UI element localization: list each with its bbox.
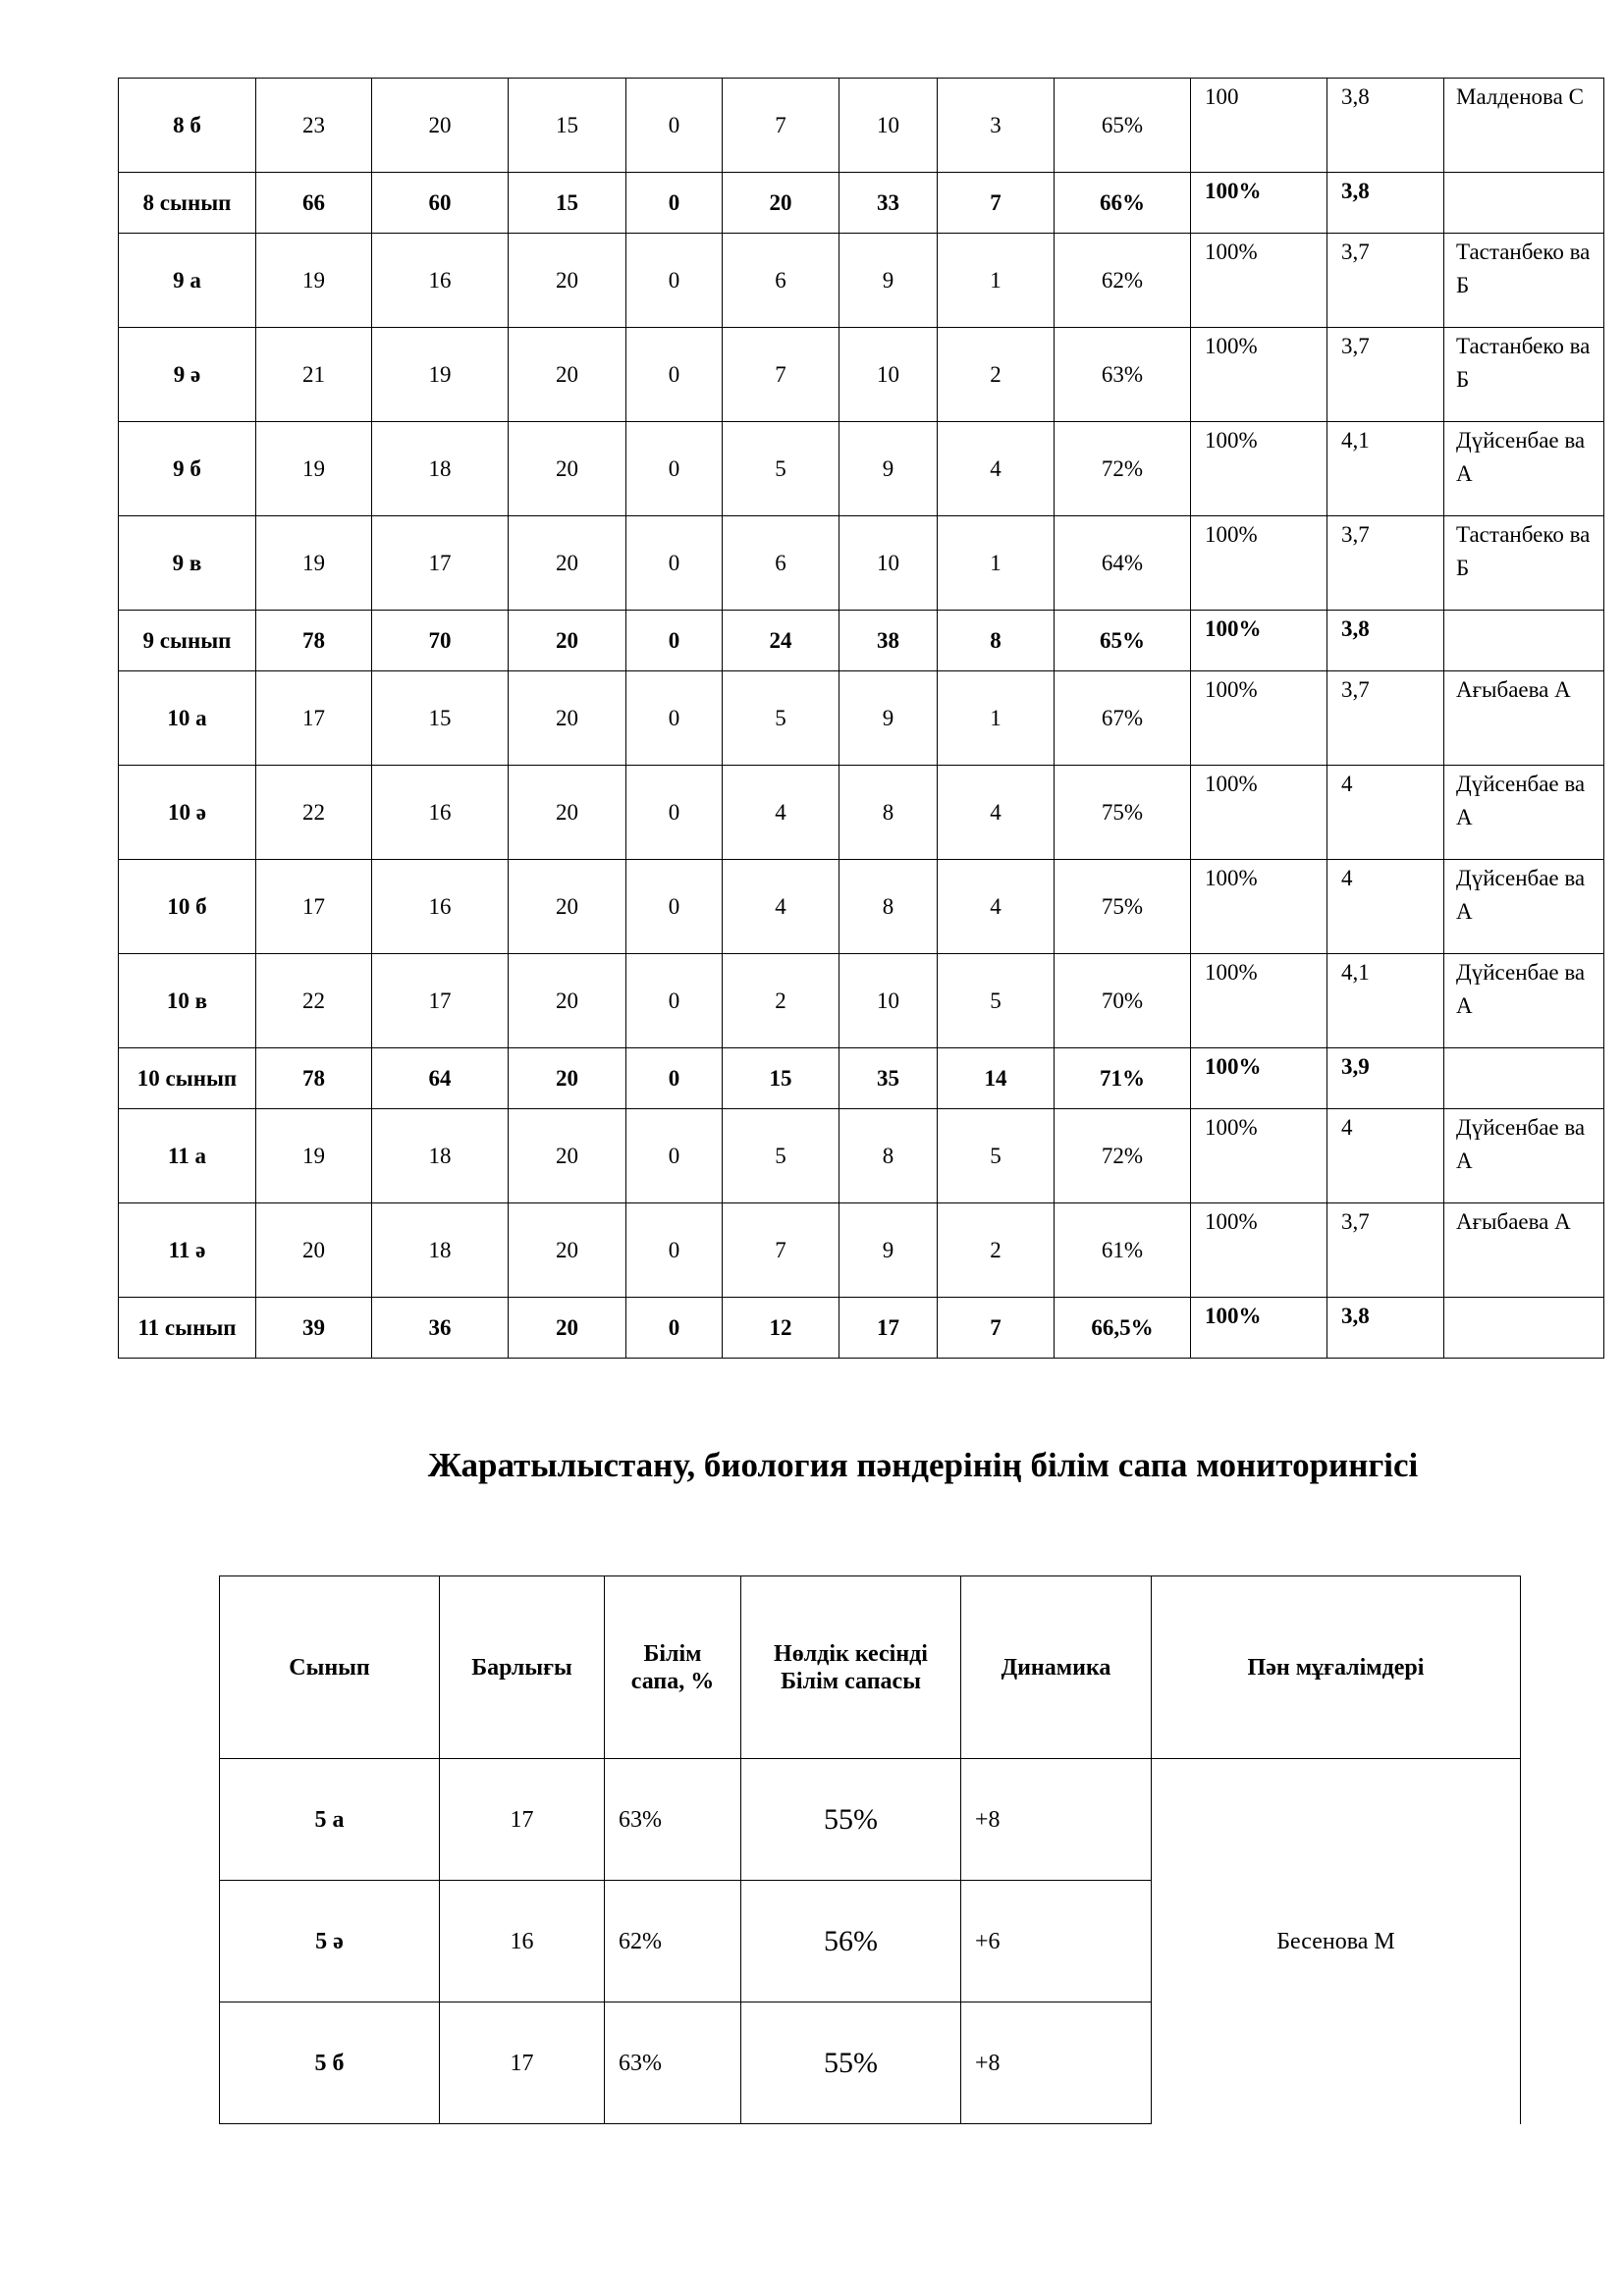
value-cell: 62% — [1055, 234, 1191, 328]
teacher-cell: Дүйсенбае ва А — [1444, 1109, 1604, 1203]
value-cell: 4,1 — [1327, 954, 1444, 1048]
value-cell: 17 — [256, 860, 372, 954]
value-cell: 5 — [938, 954, 1055, 1048]
value-cell: 20 — [256, 1203, 372, 1298]
value-cell: 9 — [839, 1203, 938, 1298]
table-row — [119, 671, 1604, 766]
value-cell: 75% — [1055, 860, 1191, 954]
quality-cell: 63% — [605, 1759, 741, 1881]
value-cell: 75% — [1055, 766, 1191, 860]
total-cell: 17 — [440, 2002, 605, 2124]
class-results-table — [118, 78, 1604, 1359]
value-cell: 15 — [509, 79, 626, 173]
value-cell: 100% — [1191, 516, 1327, 611]
value-cell: 9 — [839, 671, 938, 766]
value-cell: 23 — [256, 79, 372, 173]
value-cell: 100% — [1191, 671, 1327, 766]
value-cell: 20 — [723, 173, 839, 234]
value-cell: 1 — [938, 234, 1055, 328]
value-cell: 20 — [509, 611, 626, 671]
value-cell: 100% — [1191, 328, 1327, 422]
class-cell: 8 сынып — [119, 173, 256, 234]
value-cell: 60 — [372, 173, 509, 234]
value-cell: 18 — [372, 1109, 509, 1203]
value-cell: 8 — [839, 1109, 938, 1203]
teacher-cell: Тастанбеко ва Б — [1444, 516, 1604, 611]
value-cell: 1 — [938, 516, 1055, 611]
header-teachers: Пән мұғалімдері — [1152, 1576, 1521, 1759]
value-cell: 10 — [839, 516, 938, 611]
value-cell: 17 — [256, 671, 372, 766]
value-cell: 12 — [723, 1298, 839, 1359]
class-cell: 9 а — [119, 234, 256, 328]
value-cell: 16 — [372, 234, 509, 328]
value-cell: 0 — [626, 1048, 723, 1109]
value-cell: 61% — [1055, 1203, 1191, 1298]
table-row — [220, 1759, 1521, 1881]
value-cell: 100% — [1191, 1109, 1327, 1203]
value-cell: 5 — [723, 422, 839, 516]
value-cell: 20 — [509, 422, 626, 516]
value-cell: 3 — [938, 79, 1055, 173]
value-cell: 22 — [256, 954, 372, 1048]
value-cell: 6 — [723, 234, 839, 328]
value-cell: 71% — [1055, 1048, 1191, 1109]
value-cell: 65% — [1055, 79, 1191, 173]
value-cell: 36 — [372, 1298, 509, 1359]
teacher-cell: Дүйсенбае ва А — [1444, 860, 1604, 954]
value-cell: 19 — [256, 1109, 372, 1203]
class-cell: 11 сынып — [119, 1298, 256, 1359]
value-cell: 3,7 — [1327, 516, 1444, 611]
value-cell: 0 — [626, 671, 723, 766]
value-cell: 4 — [938, 860, 1055, 954]
value-cell: 38 — [839, 611, 938, 671]
value-cell: 17 — [839, 1298, 938, 1359]
value-cell: 4 — [723, 860, 839, 954]
class-cell: 9 ә — [119, 328, 256, 422]
table-row — [119, 422, 1604, 516]
quality-cell: 63% — [605, 2002, 741, 2124]
value-cell: 10 — [839, 954, 938, 1048]
zero-slice-cell: 56% — [741, 1881, 961, 2002]
class-cell: 5 а — [220, 1759, 440, 1881]
table-row — [119, 328, 1604, 422]
value-cell: 4 — [938, 422, 1055, 516]
class-cell: 8 б — [119, 79, 256, 173]
summary-row — [119, 173, 1604, 234]
value-cell: 9 — [839, 234, 938, 328]
value-cell: 4 — [938, 766, 1055, 860]
value-cell: 39 — [256, 1298, 372, 1359]
value-cell: 0 — [626, 860, 723, 954]
value-cell: 24 — [723, 611, 839, 671]
teacher-cell — [1444, 611, 1604, 671]
value-cell: 72% — [1055, 1109, 1191, 1203]
value-cell: 20 — [509, 1203, 626, 1298]
teacher-cell: Тастанбеко ва Б — [1444, 234, 1604, 328]
value-cell: 20 — [509, 1048, 626, 1109]
table-row — [119, 766, 1604, 860]
value-cell: 2 — [938, 1203, 1055, 1298]
value-cell: 100 — [1191, 79, 1327, 173]
value-cell: 20 — [509, 1298, 626, 1359]
header-zero-slice: Нөлдік кесінді Білім сапасы — [741, 1576, 961, 1759]
value-cell: 10 — [839, 79, 938, 173]
value-cell: 70 — [372, 611, 509, 671]
value-cell: 100% — [1191, 173, 1327, 234]
value-cell: 20 — [509, 328, 626, 422]
value-cell: 20 — [509, 234, 626, 328]
value-cell: 0 — [626, 79, 723, 173]
value-cell: 0 — [626, 954, 723, 1048]
header-row — [220, 1576, 1521, 1759]
value-cell: 78 — [256, 611, 372, 671]
value-cell: 64% — [1055, 516, 1191, 611]
value-cell: 100% — [1191, 1048, 1327, 1109]
value-cell: 5 — [938, 1109, 1055, 1203]
value-cell: 72% — [1055, 422, 1191, 516]
class-cell: 5 б — [220, 2002, 440, 2124]
header-class: Сынып — [220, 1576, 440, 1759]
class-cell: 11 а — [119, 1109, 256, 1203]
value-cell: 5 — [723, 1109, 839, 1203]
value-cell: 3,7 — [1327, 671, 1444, 766]
value-cell: 66% — [1055, 173, 1191, 234]
value-cell: 0 — [626, 173, 723, 234]
value-cell: 2 — [723, 954, 839, 1048]
value-cell: 7 — [723, 1203, 839, 1298]
value-cell: 3,8 — [1327, 173, 1444, 234]
table-row — [119, 516, 1604, 611]
value-cell: 66,5% — [1055, 1298, 1191, 1359]
value-cell: 10 — [839, 328, 938, 422]
table-row — [119, 79, 1604, 173]
value-cell: 0 — [626, 1203, 723, 1298]
summary-row — [119, 611, 1604, 671]
teacher-cell: Бесенова М — [1152, 1759, 1521, 2124]
value-cell: 20 — [509, 860, 626, 954]
zero-slice-cell: 55% — [741, 2002, 961, 2124]
dynamics-cell: +6 — [961, 1881, 1152, 2002]
class-cell: 9 б — [119, 422, 256, 516]
value-cell: 0 — [626, 1298, 723, 1359]
dynamics-cell: +8 — [961, 2002, 1152, 2124]
value-cell: 63% — [1055, 328, 1191, 422]
value-cell: 16 — [372, 766, 509, 860]
value-cell: 19 — [256, 422, 372, 516]
biology-quality-table — [219, 1575, 1521, 2124]
value-cell: 100% — [1191, 422, 1327, 516]
teacher-cell — [1444, 173, 1604, 234]
value-cell: 66 — [256, 173, 372, 234]
value-cell: 20 — [509, 671, 626, 766]
value-cell: 33 — [839, 173, 938, 234]
value-cell: 15 — [509, 173, 626, 234]
class-cell: 9 сынып — [119, 611, 256, 671]
value-cell: 9 — [839, 422, 938, 516]
quality-cell: 62% — [605, 1881, 741, 2002]
value-cell: 3,7 — [1327, 328, 1444, 422]
value-cell: 5 — [723, 671, 839, 766]
value-cell: 6 — [723, 516, 839, 611]
value-cell: 100% — [1191, 234, 1327, 328]
value-cell: 17 — [372, 516, 509, 611]
teacher-cell: Дүйсенбае ва А — [1444, 422, 1604, 516]
value-cell: 22 — [256, 766, 372, 860]
value-cell: 8 — [839, 860, 938, 954]
zero-slice-cell: 55% — [741, 1759, 961, 1881]
value-cell: 67% — [1055, 671, 1191, 766]
value-cell: 100% — [1191, 1203, 1327, 1298]
value-cell: 64 — [372, 1048, 509, 1109]
value-cell: 100% — [1191, 954, 1327, 1048]
value-cell: 100% — [1191, 860, 1327, 954]
teacher-cell: Малденова С — [1444, 79, 1604, 173]
table-row — [119, 1109, 1604, 1203]
teacher-cell — [1444, 1298, 1604, 1359]
value-cell: 4 — [1327, 1109, 1444, 1203]
class-cell: 10 ә — [119, 766, 256, 860]
value-cell: 0 — [626, 611, 723, 671]
class-cell: 11 ә — [119, 1203, 256, 1298]
teacher-cell: Дүйсенбае ва А — [1444, 954, 1604, 1048]
value-cell: 0 — [626, 516, 723, 611]
header-dynamics: Динамика — [961, 1576, 1152, 1759]
value-cell: 78 — [256, 1048, 372, 1109]
summary-row — [119, 1048, 1604, 1109]
class-cell: 10 в — [119, 954, 256, 1048]
value-cell: 15 — [723, 1048, 839, 1109]
value-cell: 7 — [938, 173, 1055, 234]
value-cell: 16 — [372, 860, 509, 954]
value-cell: 100% — [1191, 766, 1327, 860]
dynamics-cell: +8 — [961, 1759, 1152, 1881]
class-cell: 10 а — [119, 671, 256, 766]
value-cell: 20 — [509, 516, 626, 611]
value-cell: 21 — [256, 328, 372, 422]
value-cell: 0 — [626, 766, 723, 860]
table-row — [119, 954, 1604, 1048]
value-cell: 20 — [509, 1109, 626, 1203]
teacher-cell: Ағыбаева А — [1444, 671, 1604, 766]
value-cell: 0 — [626, 422, 723, 516]
value-cell: 7 — [938, 1298, 1055, 1359]
header-quality: Білім сапа, % — [605, 1576, 741, 1759]
value-cell: 18 — [372, 1203, 509, 1298]
value-cell: 0 — [626, 328, 723, 422]
value-cell: 3,9 — [1327, 1048, 1444, 1109]
value-cell: 20 — [509, 954, 626, 1048]
value-cell: 17 — [372, 954, 509, 1048]
value-cell: 3,8 — [1327, 79, 1444, 173]
value-cell: 3,7 — [1327, 1203, 1444, 1298]
value-cell: 14 — [938, 1048, 1055, 1109]
value-cell: 1 — [938, 671, 1055, 766]
total-cell: 17 — [440, 1759, 605, 1881]
value-cell: 7 — [723, 79, 839, 173]
value-cell: 15 — [372, 671, 509, 766]
teacher-cell: Тастанбеко ва Б — [1444, 328, 1604, 422]
value-cell: 3,7 — [1327, 234, 1444, 328]
value-cell: 4 — [1327, 860, 1444, 954]
value-cell: 100% — [1191, 611, 1327, 671]
value-cell: 0 — [626, 1109, 723, 1203]
class-cell: 10 б — [119, 860, 256, 954]
summary-row — [119, 1298, 1604, 1359]
value-cell: 20 — [509, 766, 626, 860]
value-cell: 65% — [1055, 611, 1191, 671]
class-cell: 5 ә — [220, 1881, 440, 2002]
total-cell: 16 — [440, 1881, 605, 2002]
value-cell: 19 — [256, 516, 372, 611]
value-cell: 35 — [839, 1048, 938, 1109]
value-cell: 4 — [723, 766, 839, 860]
table-row — [119, 1203, 1604, 1298]
value-cell: 100% — [1191, 1298, 1327, 1359]
value-cell: 18 — [372, 422, 509, 516]
class-cell: 10 сынып — [119, 1048, 256, 1109]
value-cell: 20 — [372, 79, 509, 173]
section-title: Жаратылыстану, биология пәндерінің білім сапа мониторингісі — [427, 1446, 1419, 1484]
value-cell: 3,8 — [1327, 611, 1444, 671]
value-cell: 8 — [839, 766, 938, 860]
value-cell: 8 — [938, 611, 1055, 671]
value-cell: 2 — [938, 328, 1055, 422]
class-cell: 9 в — [119, 516, 256, 611]
table-row — [119, 860, 1604, 954]
teacher-cell — [1444, 1048, 1604, 1109]
value-cell: 19 — [256, 234, 372, 328]
value-cell: 7 — [723, 328, 839, 422]
value-cell: 3,8 — [1327, 1298, 1444, 1359]
value-cell: 0 — [626, 234, 723, 328]
teacher-cell: Дүйсенбае ва А — [1444, 766, 1604, 860]
value-cell: 19 — [372, 328, 509, 422]
value-cell: 70% — [1055, 954, 1191, 1048]
value-cell: 4,1 — [1327, 422, 1444, 516]
header-total: Барлығы — [440, 1576, 605, 1759]
value-cell: 4 — [1327, 766, 1444, 860]
teacher-cell: Ағыбаева А — [1444, 1203, 1604, 1298]
table-row — [119, 234, 1604, 328]
